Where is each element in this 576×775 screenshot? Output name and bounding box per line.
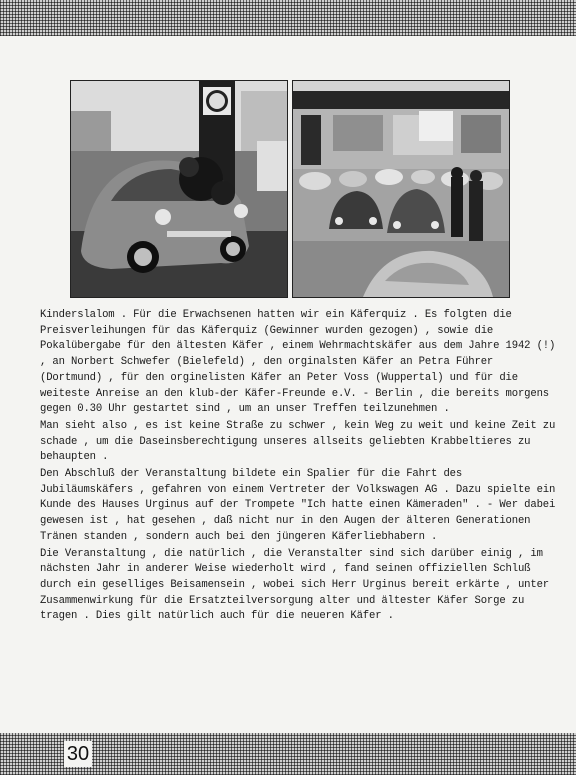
paragraph: Kinderslalom . Für die Erwachsenen hatten wir ein Käferquiz . Es folgten die Preisverleihungen für das Käferquiz (Gewinner wurden gezogen) , sowie die Pokalübergabe für den ältesten Käfer , einem Wehrmachtskäfer aus dem Jahre 1942 (!) , an Norbert Schwefer (Bielefeld) , den orginalsten Käfer an Petra Führer (Dortmund) , für den orginelisten Käfer an Peter Voss (Wuppertal) und für die weiteste Anreise an den klub-der Käfer-Freunde e.V. - Berlin , die bereits morgens gegen 0.30 Uhr gestartet sind , um an unser Treffen teilzunehmen . — [40, 309, 556, 416]
photo-decorated-beetle-car — [70, 80, 288, 298]
photo-parking-lot-beetles — [292, 80, 510, 298]
paragraph: Die Veranstaltung , die natürlich , die Veranstalter sind sich darüber einig , im nächsten Jahr in anderer Weise wiederholt wird , fand seinen offiziellen Schluß durch ein geselliges Beisamensein , wobei sich Herr Urginus bereit erkärte , unter Zusammenwirkung für die Ersatzteilversorgung alter und ältester Käfer Sorge zu tragen . Dies gilt natürlich auch für die neueren Käfer . — [40, 547, 549, 623]
article-body — [40, 308, 556, 625]
top-halftone-band — [0, 0, 576, 36]
paragraph: Den Abschluß der Veranstaltung bildete ein Spalier für die Fahrt des Jubiläumskäfers , gefahren von einem Vertreter der Volkswagen AG . Dazu spielte ein Kunde des Hauses Urginus auf der Trompete "Ich hatte einen Kämeraden" . - Wer dabei gewesen ist , hat gesehen , daß nicht nur in den Augen der älteren Generationen Tränen standen , sondern auch bei den jüngeren Käferliebhabern . — [40, 468, 556, 543]
page-number: 30 — [64, 741, 92, 767]
paragraph: Man sieht also , es ist keine Straße zu schwer , kein Weg zu weit und keine Zeit zu schade , um die Daseinsberechtigung unseres allseits geliebten Krabbeltieres zu behaupten . — [40, 419, 556, 464]
